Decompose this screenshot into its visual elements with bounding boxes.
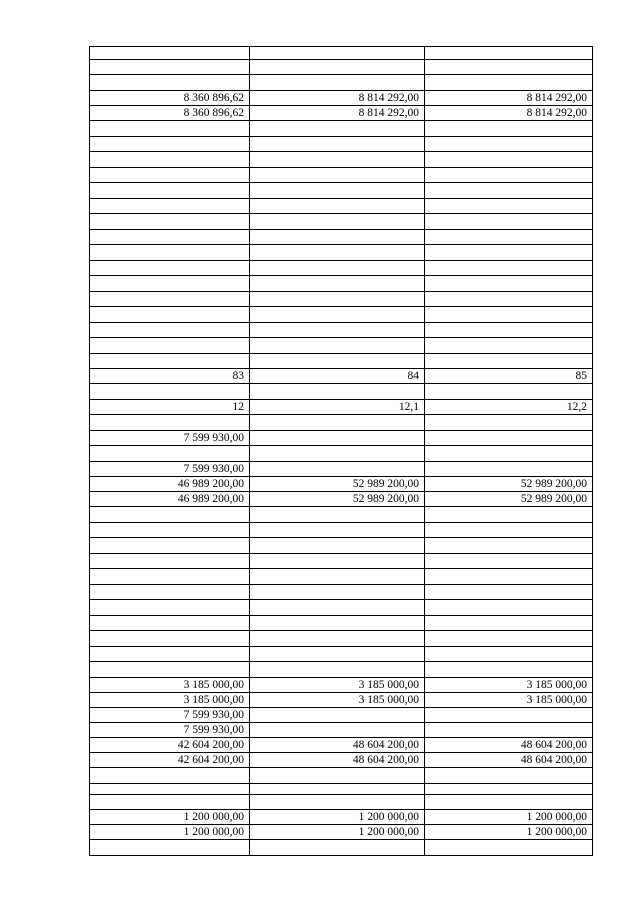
table-cell bbox=[250, 323, 425, 338]
table-row bbox=[90, 354, 593, 369]
table-cell bbox=[425, 647, 593, 662]
table-cell bbox=[90, 768, 250, 784]
table-row bbox=[90, 768, 593, 784]
table-cell bbox=[250, 795, 425, 810]
table-cell bbox=[90, 354, 250, 369]
table-cell bbox=[425, 307, 593, 323]
table-row bbox=[90, 753, 593, 768]
table-cell bbox=[250, 152, 425, 168]
table-cell bbox=[250, 585, 425, 600]
table-cell: 7 599 930,00 bbox=[90, 723, 250, 738]
table-row bbox=[90, 47, 593, 60]
table-row bbox=[90, 810, 593, 825]
table-cell bbox=[425, 338, 593, 354]
table-row bbox=[90, 569, 593, 585]
table-cell bbox=[90, 199, 250, 214]
table-cell: 7 599 930,00 bbox=[90, 431, 250, 446]
table-cell bbox=[250, 47, 425, 60]
table-row bbox=[90, 276, 593, 292]
table-cell bbox=[90, 214, 250, 230]
table-cell bbox=[250, 631, 425, 647]
table-cell: 8 360 896,62 bbox=[90, 91, 250, 106]
table-cell bbox=[90, 384, 250, 400]
table-row bbox=[90, 75, 593, 91]
table-cell bbox=[250, 554, 425, 569]
table-row bbox=[90, 369, 593, 384]
table-row bbox=[90, 60, 593, 75]
table-cell bbox=[250, 446, 425, 462]
table-cell: 52 989 200,00 bbox=[250, 477, 425, 492]
table-cell: 48 604 200,00 bbox=[250, 738, 425, 753]
table-row bbox=[90, 585, 593, 600]
table-cell: 8 814 292,00 bbox=[425, 106, 593, 121]
table-cell bbox=[250, 168, 425, 183]
table-row bbox=[90, 245, 593, 261]
table-cell: 52 989 200,00 bbox=[250, 492, 425, 507]
table-cell: 48 604 200,00 bbox=[250, 753, 425, 768]
table-cell: 3 185 000,00 bbox=[250, 678, 425, 693]
table-cell bbox=[425, 60, 593, 75]
table-cell bbox=[250, 338, 425, 354]
table-cell bbox=[90, 840, 250, 856]
table-cell bbox=[425, 323, 593, 338]
table-cell bbox=[250, 75, 425, 91]
table-cell bbox=[90, 600, 250, 616]
table-cell: 46 989 200,00 bbox=[90, 492, 250, 507]
table-row bbox=[90, 230, 593, 245]
table-cell bbox=[250, 121, 425, 137]
table-cell bbox=[90, 784, 250, 795]
table-cell: 8 814 292,00 bbox=[250, 91, 425, 106]
table-cell bbox=[90, 507, 250, 523]
table-cell bbox=[90, 47, 250, 60]
table-cell bbox=[425, 784, 593, 795]
table-cell bbox=[250, 768, 425, 784]
table-cell bbox=[250, 647, 425, 662]
table-cell bbox=[425, 616, 593, 631]
table-cell bbox=[90, 292, 250, 307]
budget-table bbox=[89, 46, 593, 856]
table-cell bbox=[250, 354, 425, 369]
table-row bbox=[90, 784, 593, 795]
table-cell: 8 360 896,62 bbox=[90, 106, 250, 121]
table-cell bbox=[425, 431, 593, 446]
table-cell bbox=[250, 60, 425, 75]
table-cell: 48 604 200,00 bbox=[425, 738, 593, 753]
table-cell bbox=[90, 307, 250, 323]
table-cell bbox=[90, 245, 250, 261]
table-row bbox=[90, 554, 593, 569]
table-row bbox=[90, 307, 593, 323]
table-cell bbox=[250, 784, 425, 795]
table-cell bbox=[425, 121, 593, 137]
table-cell bbox=[250, 261, 425, 276]
table-cell: 12 bbox=[90, 400, 250, 415]
table-row bbox=[90, 662, 593, 678]
table-cell bbox=[425, 600, 593, 616]
table-cell: 52 989 200,00 bbox=[425, 492, 593, 507]
table-row bbox=[90, 678, 593, 693]
table-cell: 46 989 200,00 bbox=[90, 477, 250, 492]
table-cell bbox=[90, 121, 250, 137]
table-cell bbox=[425, 230, 593, 245]
table-cell bbox=[90, 662, 250, 678]
table-row bbox=[90, 795, 593, 810]
table-cell bbox=[90, 647, 250, 662]
table-cell bbox=[425, 538, 593, 554]
table-cell bbox=[425, 446, 593, 462]
table-cell bbox=[425, 261, 593, 276]
table-row bbox=[90, 738, 593, 753]
table-cell: 42 604 200,00 bbox=[90, 753, 250, 768]
table-cell: 1 200 000,00 bbox=[90, 810, 250, 825]
table-cell bbox=[250, 723, 425, 738]
table-cell bbox=[425, 795, 593, 810]
table-cell bbox=[90, 60, 250, 75]
table-cell bbox=[425, 415, 593, 431]
table-cell bbox=[425, 183, 593, 199]
table-cell bbox=[250, 199, 425, 214]
table-row bbox=[90, 338, 593, 354]
table-cell bbox=[425, 554, 593, 569]
table-row bbox=[90, 137, 593, 152]
table-row bbox=[90, 431, 593, 446]
table-cell bbox=[90, 75, 250, 91]
table-cell bbox=[250, 431, 425, 446]
table-row bbox=[90, 840, 593, 856]
table-cell bbox=[250, 538, 425, 554]
table-cell bbox=[90, 261, 250, 276]
table-row bbox=[90, 121, 593, 137]
table-cell bbox=[425, 384, 593, 400]
table-cell: 12,2 bbox=[425, 400, 593, 415]
table-cell bbox=[250, 276, 425, 292]
table-cell bbox=[250, 569, 425, 585]
table-cell bbox=[425, 708, 593, 723]
table-cell: 3 185 000,00 bbox=[425, 678, 593, 693]
table-cell bbox=[425, 214, 593, 230]
table-row bbox=[90, 400, 593, 415]
table-cell bbox=[250, 214, 425, 230]
table-cell bbox=[250, 183, 425, 199]
table-row bbox=[90, 183, 593, 199]
table-row bbox=[90, 91, 593, 106]
table-cell: 42 604 200,00 bbox=[90, 738, 250, 753]
table-cell bbox=[425, 768, 593, 784]
table-cell bbox=[90, 183, 250, 199]
table-cell bbox=[250, 415, 425, 431]
table-row bbox=[90, 106, 593, 121]
table-cell: 85 bbox=[425, 369, 593, 384]
table-cell: 1 200 000,00 bbox=[425, 810, 593, 825]
table-row bbox=[90, 723, 593, 738]
table-row bbox=[90, 462, 593, 477]
table-row bbox=[90, 616, 593, 631]
table-row bbox=[90, 446, 593, 462]
table-row bbox=[90, 477, 593, 492]
table-cell: 1 200 000,00 bbox=[425, 825, 593, 840]
table-cell: 52 989 200,00 bbox=[425, 477, 593, 492]
table-cell bbox=[425, 723, 593, 738]
table-cell bbox=[250, 292, 425, 307]
table-cell: 12,1 bbox=[250, 400, 425, 415]
table-cell bbox=[250, 600, 425, 616]
table-cell bbox=[90, 631, 250, 647]
table-row bbox=[90, 825, 593, 840]
table-cell bbox=[425, 523, 593, 538]
table-cell bbox=[90, 338, 250, 354]
table-row bbox=[90, 261, 593, 276]
table-cell bbox=[90, 276, 250, 292]
table-cell bbox=[425, 276, 593, 292]
table-cell bbox=[90, 230, 250, 245]
table-cell: 3 185 000,00 bbox=[90, 678, 250, 693]
table-cell bbox=[425, 168, 593, 183]
table-cell bbox=[250, 523, 425, 538]
table-cell bbox=[250, 245, 425, 261]
table-row bbox=[90, 600, 593, 616]
table-cell bbox=[90, 569, 250, 585]
table-cell bbox=[425, 199, 593, 214]
table-cell bbox=[90, 538, 250, 554]
table-cell bbox=[250, 507, 425, 523]
budget-table-body bbox=[90, 47, 593, 856]
table-cell bbox=[90, 554, 250, 569]
table-cell: 8 814 292,00 bbox=[250, 106, 425, 121]
table-row bbox=[90, 492, 593, 507]
table-cell bbox=[90, 795, 250, 810]
table-cell: 8 814 292,00 bbox=[425, 91, 593, 106]
table-cell bbox=[250, 384, 425, 400]
table-cell bbox=[425, 569, 593, 585]
table-cell: 1 200 000,00 bbox=[90, 825, 250, 840]
table-cell bbox=[250, 708, 425, 723]
table-row bbox=[90, 199, 593, 214]
table-row bbox=[90, 384, 593, 400]
table-cell bbox=[425, 137, 593, 152]
table-cell bbox=[425, 585, 593, 600]
table-cell: 83 bbox=[90, 369, 250, 384]
table-cell bbox=[425, 354, 593, 369]
table-cell bbox=[425, 507, 593, 523]
table-row bbox=[90, 415, 593, 431]
table-cell bbox=[90, 323, 250, 338]
table-cell bbox=[250, 840, 425, 856]
table-cell bbox=[250, 230, 425, 245]
table-cell bbox=[250, 137, 425, 152]
table-cell bbox=[90, 523, 250, 538]
table-row bbox=[90, 647, 593, 662]
table-cell bbox=[425, 840, 593, 856]
table-cell: 84 bbox=[250, 369, 425, 384]
table-cell bbox=[425, 662, 593, 678]
table-cell bbox=[250, 662, 425, 678]
table-row bbox=[90, 507, 593, 523]
table-row bbox=[90, 538, 593, 554]
table-cell: 3 185 000,00 bbox=[425, 693, 593, 708]
table-row bbox=[90, 708, 593, 723]
table-row bbox=[90, 214, 593, 230]
table-cell bbox=[90, 168, 250, 183]
table-cell: 7 599 930,00 bbox=[90, 708, 250, 723]
table-cell bbox=[425, 292, 593, 307]
table-cell: 7 599 930,00 bbox=[90, 462, 250, 477]
table-cell bbox=[90, 415, 250, 431]
table-row bbox=[90, 152, 593, 168]
table-cell: 3 185 000,00 bbox=[250, 693, 425, 708]
table-cell bbox=[425, 462, 593, 477]
table-cell: 1 200 000,00 bbox=[250, 825, 425, 840]
table-cell: 48 604 200,00 bbox=[425, 753, 593, 768]
table-cell bbox=[250, 307, 425, 323]
table-cell bbox=[425, 245, 593, 261]
table-cell: 3 185 000,00 bbox=[90, 693, 250, 708]
table-row bbox=[90, 631, 593, 647]
table-cell bbox=[425, 631, 593, 647]
table-cell bbox=[90, 585, 250, 600]
table-row bbox=[90, 523, 593, 538]
table-cell bbox=[90, 152, 250, 168]
table-row bbox=[90, 168, 593, 183]
table-cell bbox=[425, 75, 593, 91]
table-cell bbox=[425, 47, 593, 60]
table-row bbox=[90, 693, 593, 708]
table-cell bbox=[90, 446, 250, 462]
table-cell bbox=[250, 616, 425, 631]
table-cell bbox=[250, 462, 425, 477]
table-row bbox=[90, 292, 593, 307]
table-row bbox=[90, 323, 593, 338]
table-cell bbox=[425, 152, 593, 168]
table-cell bbox=[90, 616, 250, 631]
table-cell bbox=[90, 137, 250, 152]
table-cell: 1 200 000,00 bbox=[250, 810, 425, 825]
